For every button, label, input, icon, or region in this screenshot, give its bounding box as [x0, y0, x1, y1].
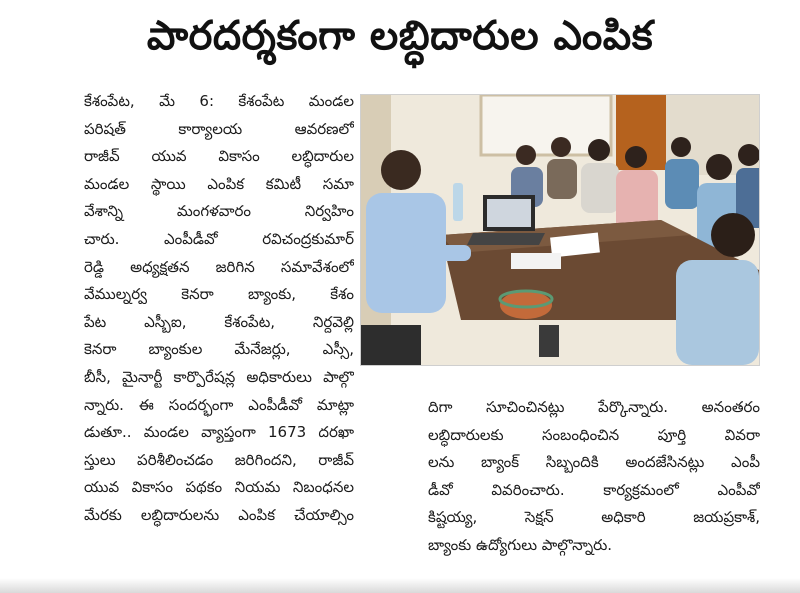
- article-line: వేముల్నర్వ కెనరా బ్యాంకు, కేశం: [84, 285, 354, 304]
- article-line: పరిషత్ కార్యాలయ ఆవరణలో: [84, 119, 354, 138]
- article-line: బీసీ, మైనార్టీ కార్పొరేషన్ల అధికారులు పాల్గొ: [84, 367, 354, 386]
- article-line: కిష్టయ్య, సెక్షన్ అధికారి జయప్రకాశ్,: [428, 508, 760, 527]
- article-line: స్తులు పరిశీలించడం జరిగిందని, రాజీవ్: [84, 450, 354, 469]
- article-line: లబ్ధిదారులకు సంబంధించిన పూర్తి వివరా: [428, 425, 760, 444]
- meeting-photo: [360, 94, 760, 366]
- article-line: వేశాన్ని మంగళవారం నిర్వహిం: [84, 202, 354, 221]
- article-line: మేరకు లబ్ధిదారులను ఎంపిక చేయాల్సిం: [84, 505, 354, 524]
- article-line: రెడ్డి అధ్యక్షతన జరిగిన సమావేశంలో: [84, 257, 354, 276]
- meeting-photo-illustration: [361, 95, 759, 365]
- papers: [511, 253, 561, 269]
- article-line: డుతూ.. మండల వ్యాప్తంగా 1673 దరఖా: [84, 423, 354, 442]
- article-line: న్నారు. ఈ సందర్భంగా ఎంపీడీవో మాట్లా: [84, 395, 354, 414]
- article-right-column: [428, 394, 760, 560]
- article-line: మండల స్థాయి ఎంపిక కమిటీ సమా: [84, 174, 354, 193]
- article-line: పేట ఎస్బీఐ, కేశంపేట, నిర్దవెల్లి: [84, 312, 354, 331]
- page-bottom-edge: [0, 578, 800, 593]
- article-line: డీవో వివరించారు. కార్యక్రమంలో ఎంపీవో: [428, 480, 760, 499]
- article-line: యువ వికాసం పథకం నియమ నిబంధనల: [84, 478, 354, 497]
- headline: పారదర్శకంగా లబ్ధిదారుల ఎంపిక: [146, 13, 654, 59]
- article-line: కేశంపేట, మే 6: కేశంపేట మండల: [84, 92, 354, 110]
- name-plate: [539, 325, 559, 357]
- article-line: దిగా సూచించినట్లు పేర్కొన్నారు. అనంతరం: [428, 398, 760, 416]
- water-bottle: [453, 183, 463, 221]
- article-line: బ్యాంకు ఉద్యోగులు పాల్గొన్నారు.: [428, 535, 613, 554]
- article-left-column: [84, 88, 354, 530]
- chair: [361, 325, 421, 365]
- article-line: చారు. ఎంపీడీవో రవిచంద్రకుమార్: [84, 229, 354, 248]
- article-line: కెనరా బ్యాంకుల మేనేజర్లు, ఎస్సీ,: [84, 340, 354, 359]
- basket: [500, 291, 552, 319]
- article-line: రాజీవ్ యువ వికాసం లబ్ధిదారుల: [84, 147, 354, 166]
- article-line: లను బ్యాంక్ సిబ్బందికి అందజేసినట్లు ఎంపీ: [428, 453, 760, 472]
